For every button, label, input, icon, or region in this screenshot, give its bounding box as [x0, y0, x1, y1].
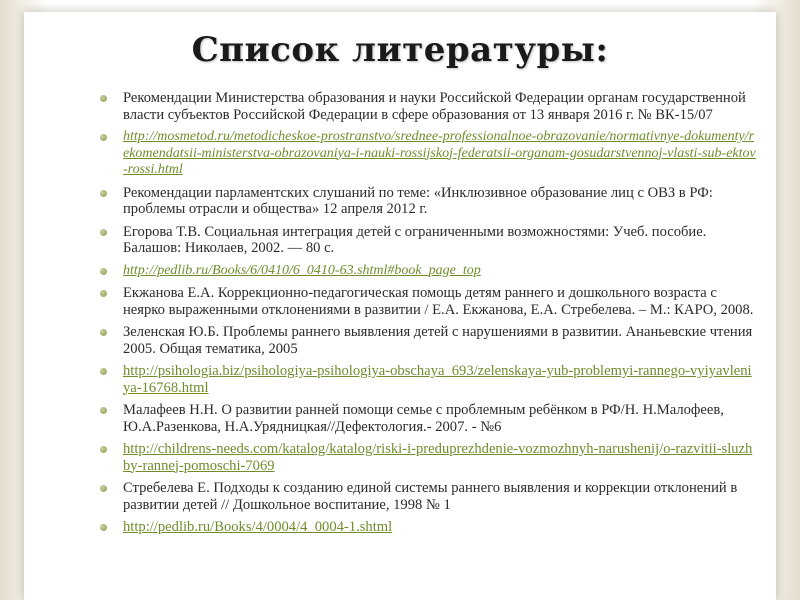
reference-item: Стребелева Е. Подходы к созданию единой системы раннего выявления и коррекции отклонений в развитии детей // Дошкольное воспитание, 1998 № 1 [98, 480, 758, 513]
reference-item: Рекомендации парламентских слушаний по теме: «Инклюзивное образование лиц с ОВЗ в РФ: проблемы отрасли и общества» 12 апреля 2012 г. [98, 185, 758, 218]
reference-item: Зеленская Ю.Б. Проблемы раннего выявления детей с нарушениями в развитии. Ананьевские чтения 2005. Общая тематика, 2005 [98, 324, 758, 357]
reference-list [98, 90, 758, 542]
reference-link[interactable]: http://mosmetod.ru/metodicheskoe-prostranstvo/srednee-professionalnoe-obrazovanie/normativnye-dokumenty/rekomendatsii-ministerstva-obrazovaniya-i-nauki-rossijskoj-federatsii-organam-gosudarstvennoj-vlasti-sub-ektov-rossi.html [98, 129, 758, 179]
reference-item: Егорова Т.В. Социальная интеграция детей с ограниченными возможностями: Учеб. пособие. Балашов: Николаев, 2002. — 80 с. [98, 224, 758, 257]
reference-item: Екжанова Е.А. Коррекционно-педагогическая помощь детям раннего и дошкольного возраста с неярко выраженными отклонениями в развитии / Е.А. Екжанова, Е.А. Стребелева. – М.: КАРО, 2008. [98, 285, 758, 318]
reference-link[interactable]: http://pedlib.ru/Books/4/0004/4_0004-1.shtml [98, 519, 758, 536]
slide-title: Список литературы: [191, 30, 609, 70]
reference-link[interactable]: http://pedlib.ru/Books/6/0410/6_0410-63.shtml#book_page_top [98, 263, 758, 280]
reference-item: Рекомендации Министерства образования и науки Российской Федерации органам государственной власти субъектов Российской Федерации в сфере образования от 13 января 2016 г. № ВК-15/07 [98, 90, 758, 123]
reference-link[interactable]: http://psihologia.biz/psihologiya-psihologiya-obschaya_693/zelenskaya-yub-problemyi-rannego-vyiyavleniya-16768.html [98, 363, 758, 396]
reference-link[interactable]: http://childrens-needs.com/katalog/katalog/riski-i-preduprezhdenie-vozmozhnyh-narushenij/o-razvitii-sluzhby-rannej-pomoschi-7069 [98, 441, 758, 474]
reference-item: Малафеев Н.Н. О развитии ранней помощи семье с проблемным ребёнком в РФ/Н. Н.Малофеев, Ю.А.Разенкова, Н.А.Урядницкая//Дефектология.- 2007. - №6 [98, 402, 758, 435]
